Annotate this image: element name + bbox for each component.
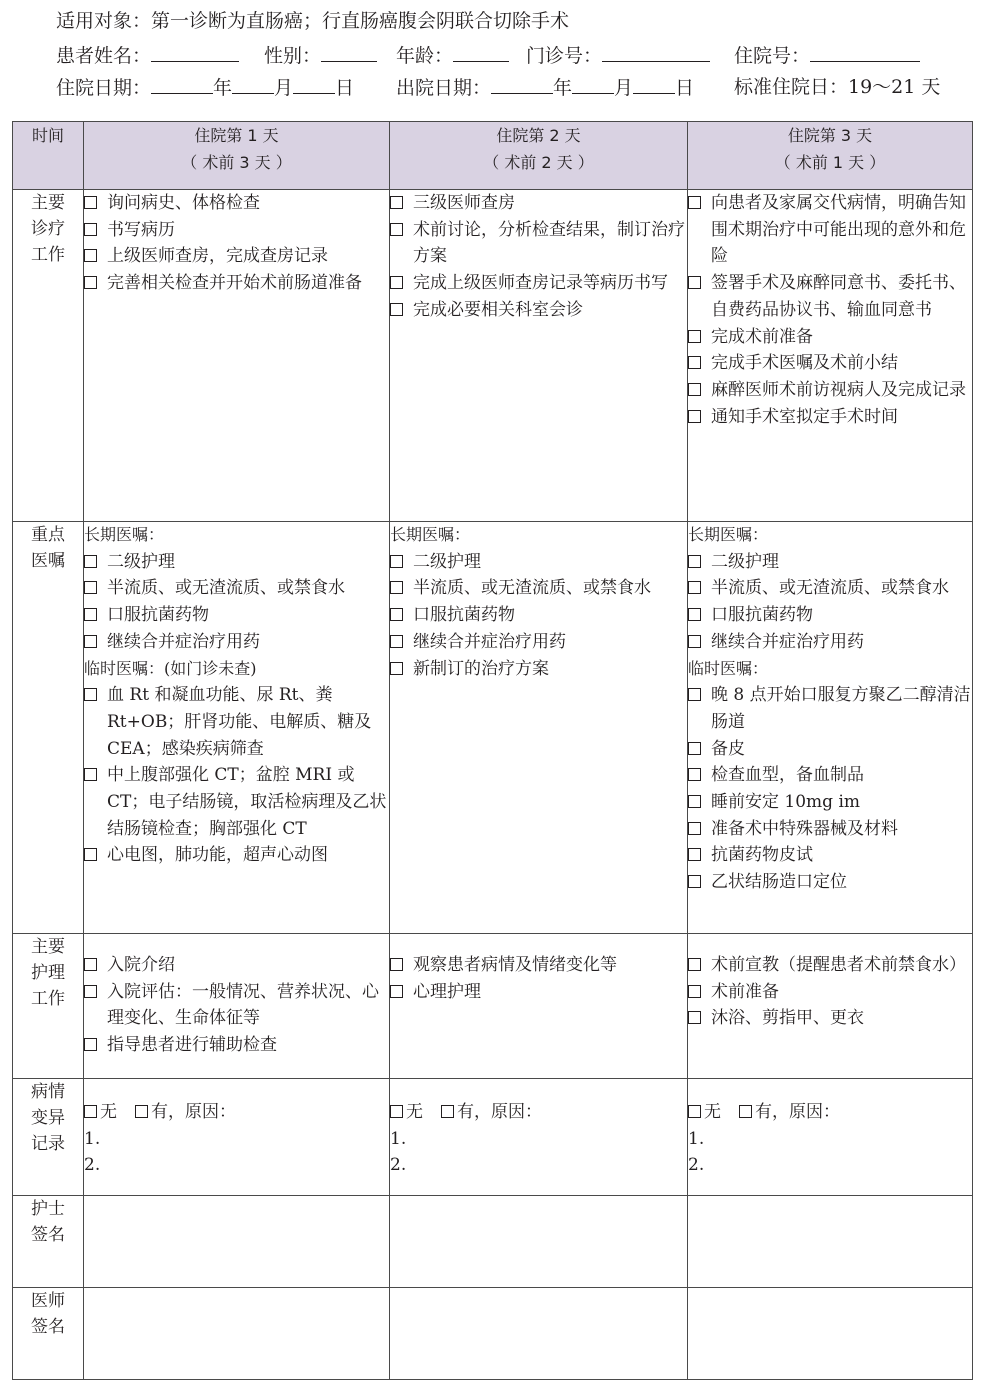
nurse-sign-row — [13, 1196, 973, 1288]
main-work-day2 — [390, 190, 688, 522]
checklist-item[interactable]: 三级医师查房 — [390, 190, 687, 217]
long-term-orders-heading: 长期医嘱： — [84, 525, 165, 544]
checklist-item[interactable]: 向患者及家属交代病情，明确告知围术期治疗中可能出现的意外和危险 — [688, 190, 972, 270]
reason-line-2[interactable]: 2. — [390, 1155, 407, 1176]
checklist-item[interactable]: 入院评估：一般情况、营养状况、心理变化、生命体征等 — [84, 979, 389, 1032]
discharge-year-field[interactable] — [491, 74, 553, 94]
long-term-orders-heading: 长期医嘱： — [390, 525, 471, 544]
checklist-item[interactable]: 麻醉医师术前访视病人及完成记录 — [688, 377, 972, 404]
checklist-item[interactable]: 准备术中特殊器械及材料 — [688, 816, 972, 843]
main-work-day1 — [84, 190, 390, 522]
month-label: 月 — [614, 77, 634, 99]
checklist-item[interactable]: 指导患者进行辅助检查 — [84, 1032, 389, 1059]
checklist-item[interactable]: 睡前安定 10mg im — [688, 789, 972, 816]
checklist-item[interactable]: 继续合并症治疗用药 — [688, 629, 972, 656]
yes-checkbox[interactable] — [135, 1105, 148, 1118]
none-checkbox[interactable] — [390, 1105, 403, 1118]
checklist-item[interactable]: 乙状结肠造口定位 — [688, 869, 972, 896]
checklist-item[interactable]: 半流质、或无渣流质、或禁食水 — [390, 575, 687, 602]
nurse-sign-label: 护士 签名 — [13, 1196, 84, 1288]
orders-day1 — [84, 522, 390, 934]
orders-label: 重点 医嘱 — [13, 522, 84, 934]
checklist-item[interactable]: 通知手术室拟定手术时间 — [688, 404, 972, 431]
clinic-no-field[interactable] — [602, 42, 710, 62]
day2-header — [390, 122, 688, 190]
yes-checkbox[interactable] — [441, 1105, 454, 1118]
day-label: 日 — [335, 77, 355, 99]
long-term-orders-heading: 长期医嘱： — [688, 525, 769, 544]
variation-label: 病情 变异 记录 — [13, 1079, 84, 1196]
checklist-item[interactable]: 心理护理 — [390, 979, 687, 1006]
nurse-sign-day1[interactable] — [84, 1196, 390, 1288]
doctor-sign-day3[interactable] — [688, 1288, 973, 1380]
day2-title: 住院第 2 天 — [496, 126, 581, 145]
checklist-item[interactable]: 检查血型，备血制品 — [688, 762, 972, 789]
checklist-item[interactable]: 沐浴、剪指甲、更衣 — [688, 1005, 972, 1032]
gender-field[interactable] — [321, 42, 377, 62]
discharge-day-field[interactable] — [633, 74, 675, 94]
patient-name-field[interactable] — [151, 42, 239, 62]
yes-reason-label: 有，原因： — [755, 1102, 840, 1122]
checklist-item[interactable]: 二级护理 — [688, 549, 972, 576]
main-work-day3 — [688, 190, 973, 522]
day1-header — [84, 122, 390, 190]
day3-title: 住院第 3 天 — [787, 126, 873, 145]
orders-row — [13, 522, 973, 934]
day1-title: 住院第 1 天 — [194, 126, 279, 145]
checklist-item[interactable]: 观察患者病情及情绪变化等 — [390, 952, 687, 979]
inpatient-no-field[interactable] — [810, 42, 920, 62]
nurse-sign-day2[interactable] — [390, 1196, 688, 1288]
checklist-item[interactable]: 术前讨论，分析检查结果，制订治疗方案 — [390, 217, 687, 270]
day3-header — [688, 122, 973, 190]
checklist-item[interactable]: 签署手术及麻醉同意书、委托书、自费药品协议书、输血同意书 — [688, 270, 972, 323]
nurse-sign-day3[interactable] — [688, 1196, 973, 1288]
admit-day-field[interactable] — [293, 74, 335, 94]
admit-month-field[interactable] — [232, 74, 274, 94]
variation-day1 — [84, 1079, 390, 1196]
yes-reason-label: 有，原因： — [457, 1102, 542, 1122]
variation-day3 — [688, 1079, 973, 1196]
gender-label: 性别： — [264, 45, 322, 67]
day3-subtitle: （ 术前 1 天 ） — [774, 153, 886, 172]
year-label: 年 — [553, 77, 573, 99]
checklist-item[interactable]: 入院介绍 — [84, 952, 389, 979]
clinic-no-label: 门诊号： — [526, 45, 603, 67]
checklist-item[interactable]: 完善相关检查并开始术前肠道准备 — [84, 270, 389, 297]
applicable-text: 适用对象：第一诊断为直肠癌；行直肠癌腹会阴联合切除手术 — [56, 10, 570, 32]
checklist-item[interactable]: 上级医师查房，完成查房记录 — [84, 243, 389, 270]
discharge-date-label: 出院日期： — [396, 77, 492, 99]
day1-subtitle: （ 术前 3 天 ） — [181, 153, 292, 172]
admit-year-field[interactable] — [151, 74, 213, 94]
nursing-row — [13, 934, 973, 1079]
day-label: 日 — [675, 77, 695, 99]
checklist-item[interactable]: 新制订的治疗方案 — [390, 656, 687, 683]
nursing-label: 主要 护理 工作 — [13, 934, 84, 1079]
checklist-item[interactable]: 术前准备 — [688, 979, 972, 1006]
header-row — [13, 122, 973, 190]
checklist-item[interactable]: 完成手术医嘱及术前小结 — [688, 350, 972, 377]
main-work-label: 主要 诊疗 工作 — [13, 190, 84, 522]
time-header: 时间 — [13, 122, 84, 190]
doctor-sign-label: 医师 签名 — [13, 1288, 84, 1380]
checklist-item[interactable]: 询问病史、体格检查 — [84, 190, 389, 217]
none-checkbox[interactable] — [84, 1105, 97, 1118]
checklist-item[interactable]: 中上腹部强化 CT；盆腔 MRI 或 CT；电子结肠镜，取活检病理及乙状结肠镜检查；胸部强化 CT — [84, 762, 389, 842]
checklist-item[interactable]: 完成必要相关科室会诊 — [390, 297, 687, 324]
none-label: 无 — [704, 1102, 721, 1122]
checklist-item[interactable]: 继续合并症治疗用药 — [390, 629, 687, 656]
reason-line-1[interactable]: 1. — [84, 1128, 101, 1149]
checklist-item[interactable]: 口服抗菌药物 — [688, 602, 972, 629]
checklist-item[interactable]: 口服抗菌药物 — [390, 602, 687, 629]
checklist-item[interactable]: 完成上级医师查房记录等病历书写 — [390, 270, 687, 297]
standard-stay: 标准住院日：19～21 天 — [734, 76, 941, 98]
patient-name-label: 患者姓名： — [56, 45, 152, 67]
yes-reason-label: 有，原因： — [151, 1102, 236, 1122]
nursing-day2 — [390, 934, 688, 1079]
checklist-item[interactable]: 心电图，肺功能，超声心动图 — [84, 842, 389, 869]
checklist-item[interactable]: 二级护理 — [390, 549, 687, 576]
admit-date-label: 住院日期： — [56, 77, 152, 99]
checklist-item[interactable]: 二级护理 — [84, 549, 389, 576]
day2-subtitle: （ 术前 2 天 ） — [483, 153, 594, 172]
variation-day2 — [390, 1079, 688, 1196]
checklist-item[interactable]: 术前宣教（提醒患者术前禁食水） — [688, 952, 972, 979]
checklist-item[interactable]: 半流质、或无渣流质、或禁食水 — [688, 575, 972, 602]
reason-line-2[interactable]: 2. — [688, 1155, 705, 1176]
age-label: 年龄： — [396, 45, 454, 67]
checklist-item[interactable]: 继续合并症治疗用药 — [84, 629, 389, 656]
doctor-sign-day2[interactable] — [390, 1288, 688, 1380]
discharge-month-field[interactable] — [572, 74, 614, 94]
year-label: 年 — [213, 77, 233, 99]
none-label: 无 — [100, 1102, 117, 1122]
temporary-orders-heading: 临时医嘱：(如门诊未查) — [84, 658, 257, 678]
reason-line-2[interactable]: 2. — [84, 1155, 101, 1176]
doctor-sign-row — [13, 1288, 973, 1380]
reason-line-1[interactable]: 1. — [688, 1128, 705, 1149]
variation-row — [13, 1079, 973, 1196]
yes-checkbox[interactable] — [739, 1105, 752, 1118]
temporary-orders-note: (如门诊未查) — [164, 658, 257, 678]
checklist-item[interactable]: 血 Rt 和凝血功能、尿 Rt、粪 Rt+OB；肝肾功能、电解质、糖及 CEA；感染疾病筛查 — [84, 682, 389, 762]
nursing-day3 — [688, 934, 973, 1079]
checklist-item[interactable]: 备皮 — [688, 736, 972, 763]
doctor-sign-day1[interactable] — [84, 1288, 390, 1380]
main-work-row — [13, 190, 973, 522]
checklist-item[interactable]: 完成术前准备 — [688, 324, 972, 351]
age-field[interactable] — [453, 42, 509, 62]
checklist-item[interactable]: 抗菌药物皮试 — [688, 842, 972, 869]
checklist-item[interactable]: 书写病历 — [84, 217, 389, 244]
clinical-pathway-table — [12, 121, 973, 1380]
temporary-orders-heading: 临时医嘱： — [688, 658, 769, 678]
reason-line-1[interactable]: 1. — [390, 1128, 407, 1149]
none-checkbox[interactable] — [688, 1105, 701, 1118]
nursing-day1 — [84, 934, 390, 1079]
checklist-item[interactable]: 口服抗菌药物 — [84, 602, 389, 629]
month-label: 月 — [274, 77, 294, 99]
inpatient-no-label: 住院号： — [734, 45, 811, 67]
checklist-item[interactable]: 半流质、或无渣流质、或禁食水 — [84, 575, 389, 602]
orders-day2 — [390, 522, 688, 934]
none-label: 无 — [406, 1102, 423, 1122]
orders-day3 — [688, 522, 973, 934]
checklist-item[interactable]: 晚 8 点开始口服复方聚乙二醇清洁肠道 — [688, 682, 972, 735]
